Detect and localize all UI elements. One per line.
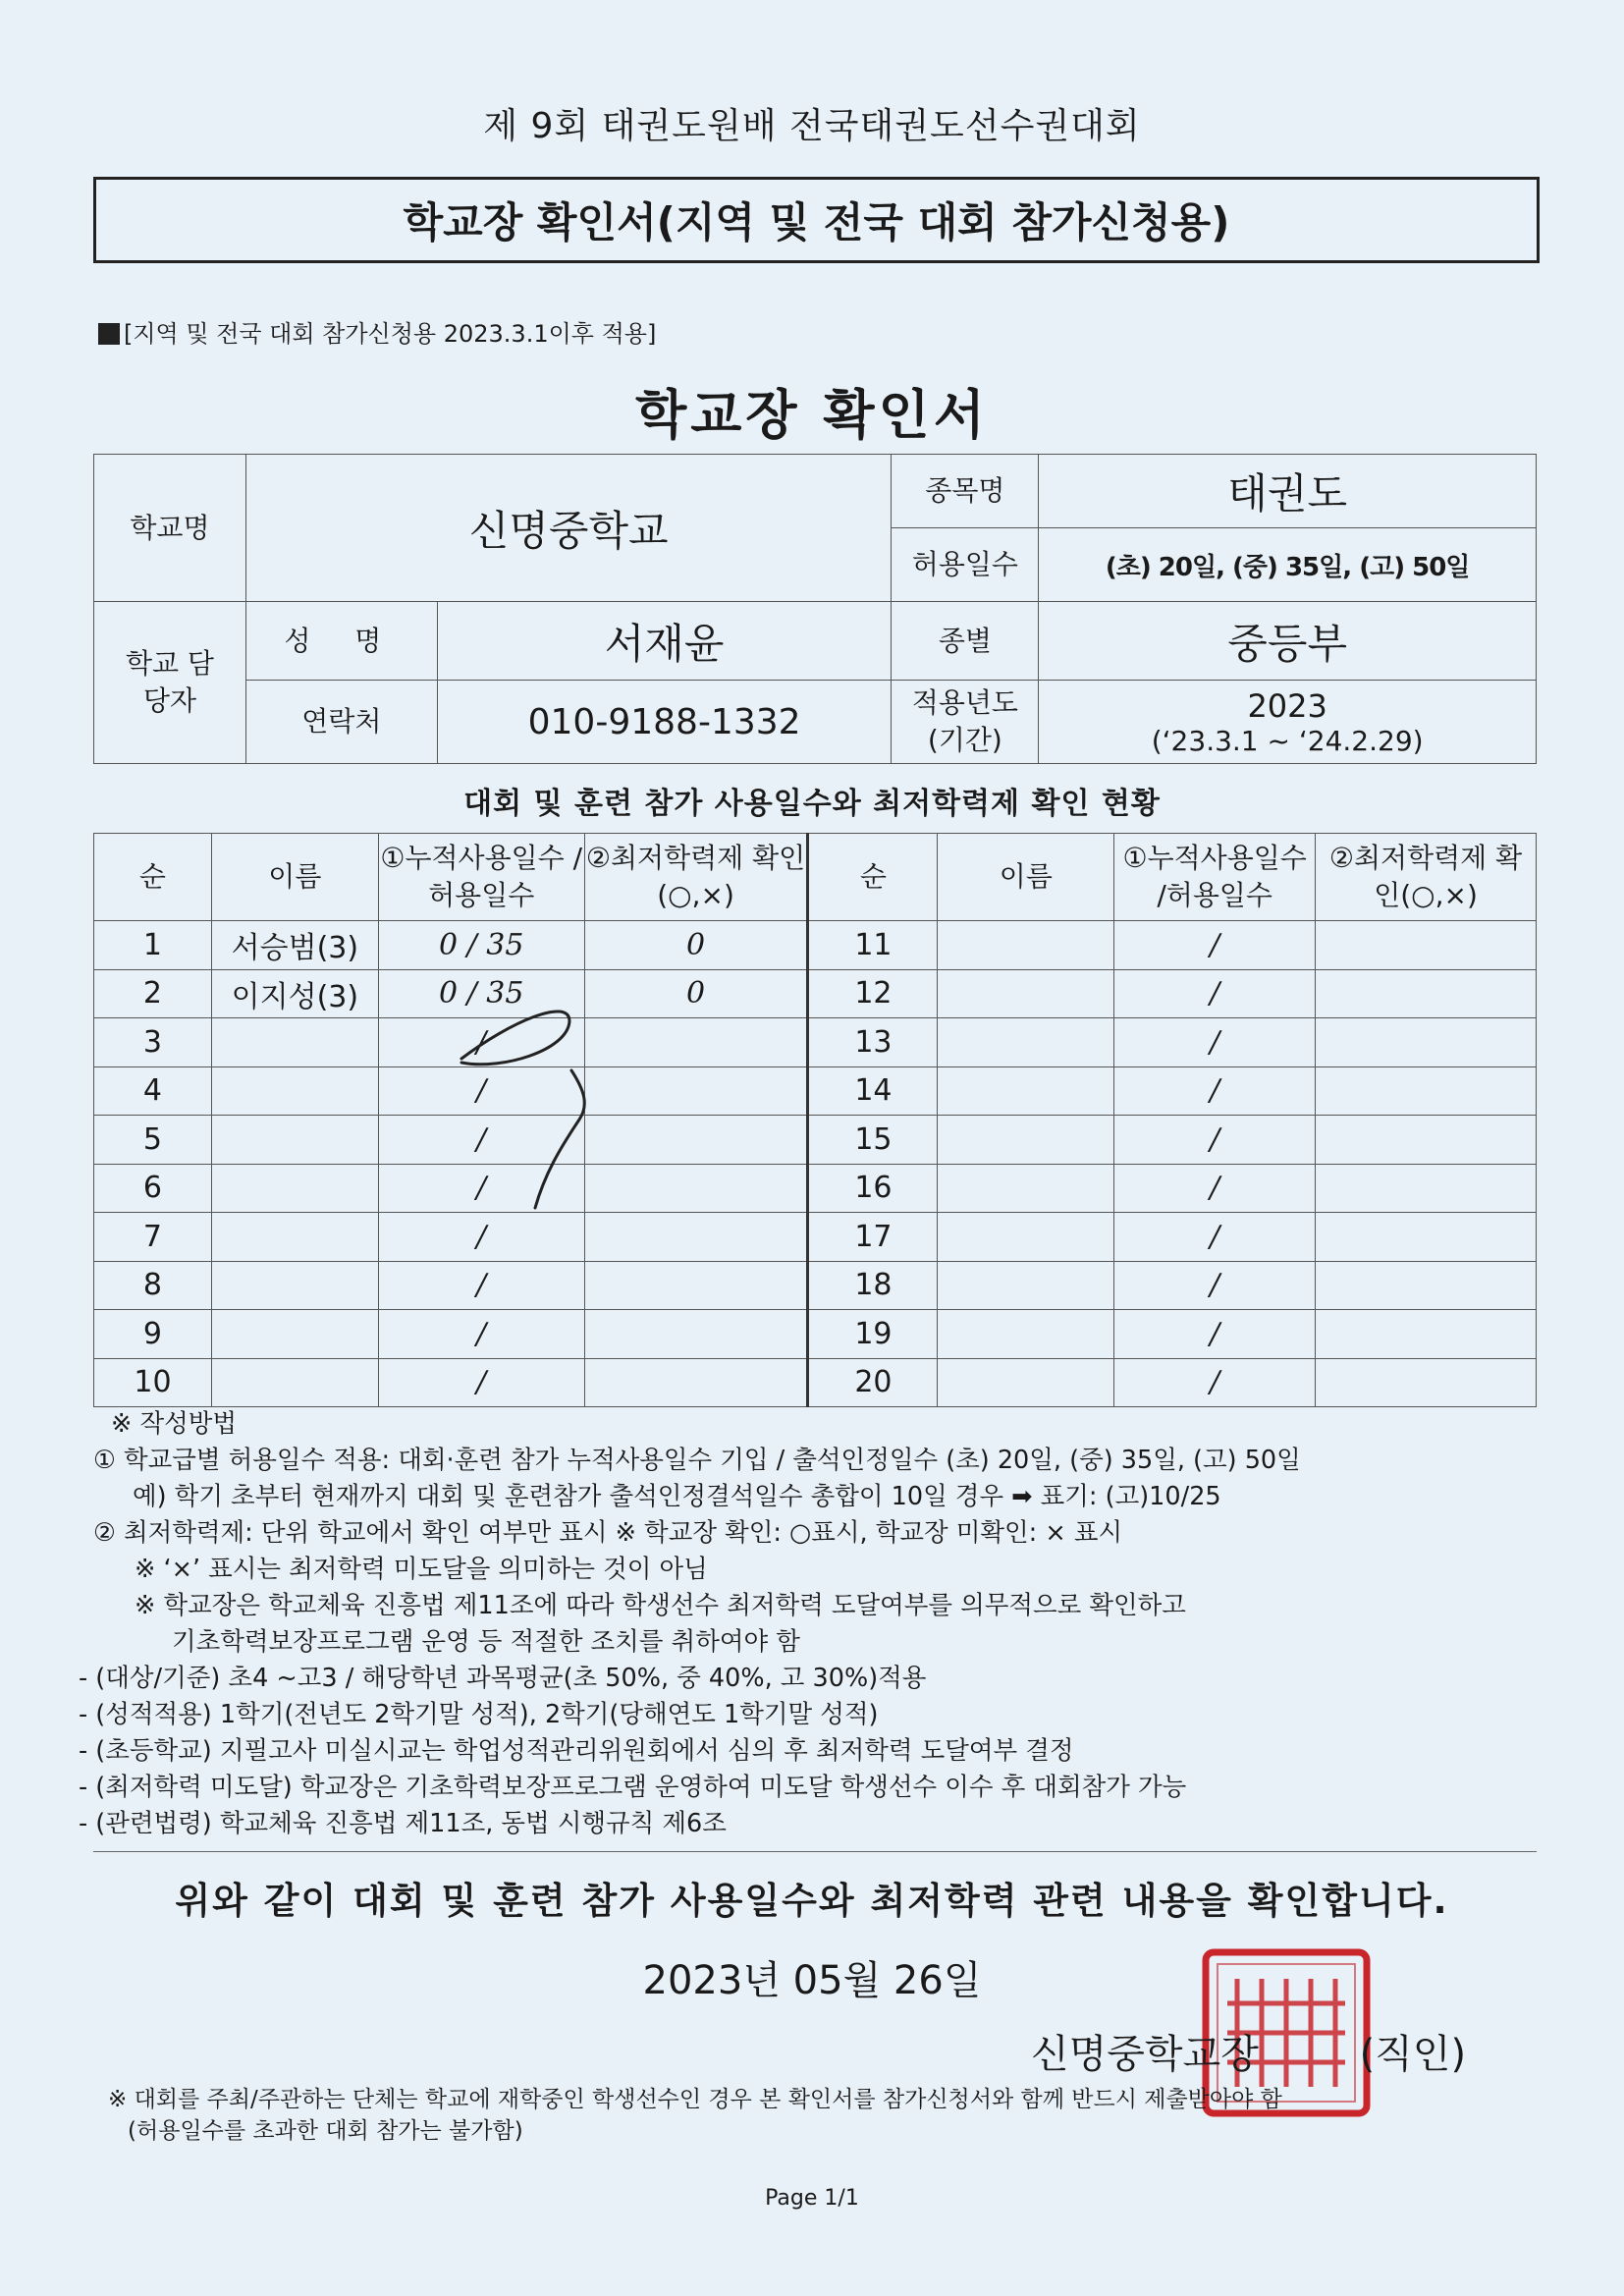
detail-below-min: - (최저학력 미도달) 학교장은 기초학력보장프로그램 운영하여 미도달 학생선수 이수 후 대회참가 가능 bbox=[79, 1773, 1187, 1802]
cell-no: 10 bbox=[94, 1358, 212, 1407]
closing-statement: 위와 같이 대회 및 훈련 참가 사용일수와 최저학력 관련 내용을 확인합니다. bbox=[175, 1880, 1449, 1922]
cell-no: 18 bbox=[808, 1261, 938, 1310]
cell-days: / bbox=[378, 1066, 584, 1116]
sport-value: 태권도 bbox=[1039, 455, 1537, 528]
cell-days: 0 / 35 bbox=[378, 921, 584, 970]
cell-days: / bbox=[378, 1358, 584, 1407]
cell-academic bbox=[1316, 1164, 1537, 1213]
event-title: 제 9회 태권도원배 전국태권도선수권대회 bbox=[483, 106, 1141, 146]
apply-note bbox=[98, 314, 656, 349]
header-name-left: 이름 bbox=[211, 834, 378, 921]
cell-name bbox=[938, 969, 1114, 1018]
table-row bbox=[94, 1358, 1537, 1407]
cell-name bbox=[938, 1358, 1114, 1407]
cell-days: / bbox=[378, 1116, 584, 1165]
contact-label: 연락처 bbox=[245, 681, 437, 764]
principal-name: 신명중학교장 bbox=[1031, 2032, 1259, 2077]
cell-name bbox=[938, 921, 1114, 970]
cell-name bbox=[211, 1213, 378, 1262]
note-allowed-days: ① 학교급별 허용일수 적용: 대회·훈련 참가 누적사용일수 기입 / 출석인정일수 (초) 20일, (중) 35일, (고) 50일 bbox=[93, 1446, 1301, 1475]
table-row bbox=[94, 1018, 1537, 1067]
cell-no: 13 bbox=[808, 1018, 938, 1067]
table-row bbox=[94, 1066, 1537, 1116]
division-value: 중등부 bbox=[1039, 602, 1537, 681]
cell-academic bbox=[1316, 1310, 1537, 1359]
detail-law: - (관련법령) 학교체육 진흥법 제11조, 동법 시행규칙 제6조 bbox=[79, 1809, 727, 1838]
cell-academic bbox=[1316, 921, 1537, 970]
name-label: 성 명 bbox=[245, 602, 437, 681]
cell-name bbox=[938, 1310, 1114, 1359]
cell-no: 7 bbox=[94, 1213, 212, 1262]
cell-no: 11 bbox=[808, 921, 938, 970]
cell-days: / bbox=[1114, 1358, 1316, 1407]
cell-no: 15 bbox=[808, 1116, 938, 1165]
cell-academic: 0 bbox=[584, 969, 808, 1018]
manager-label: 학교 담당자 bbox=[94, 602, 246, 764]
note-academic-b2: 기초학력보장프로그램 운영 등 적절한 조치를 취하여야 함 bbox=[172, 1627, 800, 1657]
header-no-left: 순 bbox=[94, 834, 212, 921]
seal-label: (직인) bbox=[1359, 2032, 1467, 2077]
cell-days: / bbox=[1114, 921, 1316, 970]
cell-days: / bbox=[1114, 1310, 1316, 1359]
cell-name bbox=[938, 1066, 1114, 1116]
cell-no: 6 bbox=[94, 1164, 212, 1213]
sport-label: 종목명 bbox=[892, 455, 1039, 528]
footer-note-line2: (허용일수를 초과한 대회 참가는 불가함) bbox=[128, 2118, 523, 2144]
divider bbox=[93, 1851, 1537, 1852]
cell-days: / bbox=[378, 1018, 584, 1067]
footer-note-line1: ※ 대회를 주최/주관하는 단체는 학교에 재학중인 학생선수인 경우 본 확인서를 참가신청서와 함께 반드시 제출받아야 함 bbox=[108, 2087, 1282, 2112]
cell-name bbox=[938, 1018, 1114, 1067]
cell-no: 5 bbox=[94, 1116, 212, 1165]
document-title-box bbox=[93, 177, 1540, 263]
cell-days: / bbox=[378, 1261, 584, 1310]
issue-date: 2023년 05월 26일 bbox=[642, 1958, 982, 2003]
detail-grades: - (성적적용) 1학기(전년도 2학기말 성적), 2학기(당해연도 1학기말 성적) bbox=[79, 1700, 879, 1729]
cell-name: 이지성(3) bbox=[211, 969, 378, 1018]
confirm-title: 학교장 확인서 bbox=[635, 384, 989, 446]
cell-name bbox=[211, 1018, 378, 1067]
cell-no: 19 bbox=[808, 1310, 938, 1359]
cell-days: / bbox=[1114, 1213, 1316, 1262]
header-days-left: ①누적사용일수 /허용일수 bbox=[378, 834, 584, 921]
table-row bbox=[94, 1261, 1537, 1310]
cell-no: 20 bbox=[808, 1358, 938, 1407]
cell-no: 1 bbox=[94, 921, 212, 970]
roster-table bbox=[93, 833, 1537, 1407]
cell-days: / bbox=[1114, 1261, 1316, 1310]
cell-no: 2 bbox=[94, 969, 212, 1018]
handwritten-scribble bbox=[442, 1002, 638, 1228]
division-label: 종별 bbox=[892, 602, 1039, 681]
cell-days: / bbox=[1114, 1116, 1316, 1165]
school-info-table bbox=[93, 454, 1537, 764]
cell-days: / bbox=[378, 1213, 584, 1262]
cell-academic bbox=[584, 1358, 808, 1407]
note-academic-a: ※ ‘×’ 표시는 최저학력 미도달을 의미하는 것이 아님 bbox=[135, 1555, 708, 1584]
footer-note bbox=[108, 2084, 1542, 2147]
writing-instructions bbox=[79, 1406, 1546, 1842]
manager-name: 서재윤 bbox=[437, 602, 892, 681]
table-row bbox=[94, 1213, 1537, 1262]
header-academic-right: ②최저학력제 확인(○,×) bbox=[1316, 834, 1537, 921]
allowed-days-label: 허용일수 bbox=[892, 528, 1039, 602]
year-period: (‘23.3.1 ~ ‘24.2.29) bbox=[1151, 724, 1424, 757]
detail-elementary: - (초등학교) 지필고사 미실시교는 학업성적관리위원회에서 심의 후 최저학력 도달여부 결정 bbox=[79, 1736, 1074, 1766]
cell-academic bbox=[584, 1261, 808, 1310]
note-allowed-days-example: 예) 학기 초부터 현재까지 대회 및 훈련참가 출석인정결석일수 총합이 10일 경우 ➡ 표기: (고)10/25 bbox=[133, 1482, 1221, 1511]
cell-days: / bbox=[1114, 1164, 1316, 1213]
cell-academic bbox=[584, 1310, 808, 1359]
cell-name bbox=[938, 1116, 1114, 1165]
cell-academic bbox=[1316, 969, 1537, 1018]
school-label: 학교명 bbox=[94, 455, 246, 602]
square-bullet-icon bbox=[98, 323, 120, 345]
cell-days: / bbox=[378, 1164, 584, 1213]
cell-no: 16 bbox=[808, 1164, 938, 1213]
cell-academic bbox=[1316, 1213, 1537, 1262]
principal-signature bbox=[1031, 2023, 1466, 2079]
cell-academic: 0 bbox=[584, 921, 808, 970]
cell-no: 12 bbox=[808, 969, 938, 1018]
cell-no: 9 bbox=[94, 1310, 212, 1359]
cell-days: / bbox=[1114, 1018, 1316, 1067]
table-row bbox=[94, 921, 1537, 970]
cell-no: 4 bbox=[94, 1066, 212, 1116]
table-row bbox=[94, 1116, 1537, 1165]
cell-academic bbox=[1316, 1116, 1537, 1165]
header-name-right: 이름 bbox=[938, 834, 1114, 921]
cell-name bbox=[938, 1261, 1114, 1310]
status-heading: 대회 및 훈련 참가 사용일수와 최저학력제 확인 현황 bbox=[463, 787, 1161, 821]
cell-no: 3 bbox=[94, 1018, 212, 1067]
cell-days: / bbox=[378, 1310, 584, 1359]
table-row bbox=[94, 1310, 1537, 1359]
cell-academic bbox=[1316, 1066, 1537, 1116]
year-value: 2023 bbox=[1247, 686, 1327, 725]
cell-academic bbox=[1316, 1018, 1537, 1067]
cell-no: 14 bbox=[808, 1066, 938, 1116]
note-academic: ② 최저학력제: 단위 학교에서 확인 여부만 표시 ※ 학교장 확인: ○표시, 학교장 미확인: × 표시 bbox=[93, 1518, 1123, 1548]
cell-days: / bbox=[1114, 1066, 1316, 1116]
header-academic-left: ②최저학력제 확인(○,×) bbox=[584, 834, 808, 921]
school-name: 신명중학교 bbox=[245, 455, 892, 602]
contact-value: 010-9188-1332 bbox=[437, 681, 892, 764]
cell-academic bbox=[1316, 1261, 1537, 1310]
cell-name bbox=[211, 1066, 378, 1116]
year-label: 적용년도 (기간) bbox=[892, 681, 1039, 764]
header-days-right: ①누적사용일수 /허용일수 bbox=[1114, 834, 1316, 921]
cell-academic bbox=[1316, 1358, 1537, 1407]
cell-name bbox=[211, 1164, 378, 1213]
table-row bbox=[94, 1164, 1537, 1213]
cell-name bbox=[938, 1164, 1114, 1213]
apply-note-text: [지역 및 전국 대회 참가신청용 2023.3.1이후 적용] bbox=[124, 320, 657, 348]
roster-body bbox=[94, 921, 1537, 1407]
detail-target: - (대상/기준) 초4 ~고3 / 해당학년 과목평균(초 50%, 중 40%, 고 30%)적용 bbox=[79, 1664, 927, 1693]
cell-days: / bbox=[1114, 969, 1316, 1018]
cell-no: 17 bbox=[808, 1213, 938, 1262]
cell-name bbox=[211, 1116, 378, 1165]
year-cell bbox=[1039, 681, 1537, 764]
document-title: 학교장 확인서(지역 및 전국 대회 참가신청용) bbox=[403, 198, 1230, 246]
cell-name bbox=[211, 1358, 378, 1407]
cell-name bbox=[211, 1310, 378, 1359]
notes-heading: ※ 작성방법 bbox=[111, 1409, 238, 1439]
note-academic-b: ※ 학교장은 학교체육 진흥법 제11조에 따라 학생선수 최저학력 도달여부를 의무적으로 확인하고 bbox=[135, 1591, 1186, 1620]
cell-no: 8 bbox=[94, 1261, 212, 1310]
table-row bbox=[94, 969, 1537, 1018]
cell-name: 서승범(3) bbox=[211, 921, 378, 970]
header-no-right: 순 bbox=[808, 834, 938, 921]
allowed-days-value: (초) 20일, (중) 35일, (고) 50일 bbox=[1039, 528, 1537, 602]
cell-name bbox=[938, 1213, 1114, 1262]
page-number: Page 1/1 bbox=[765, 2186, 859, 2211]
cell-days: 0 / 35 bbox=[378, 969, 584, 1018]
cell-name bbox=[211, 1261, 378, 1310]
